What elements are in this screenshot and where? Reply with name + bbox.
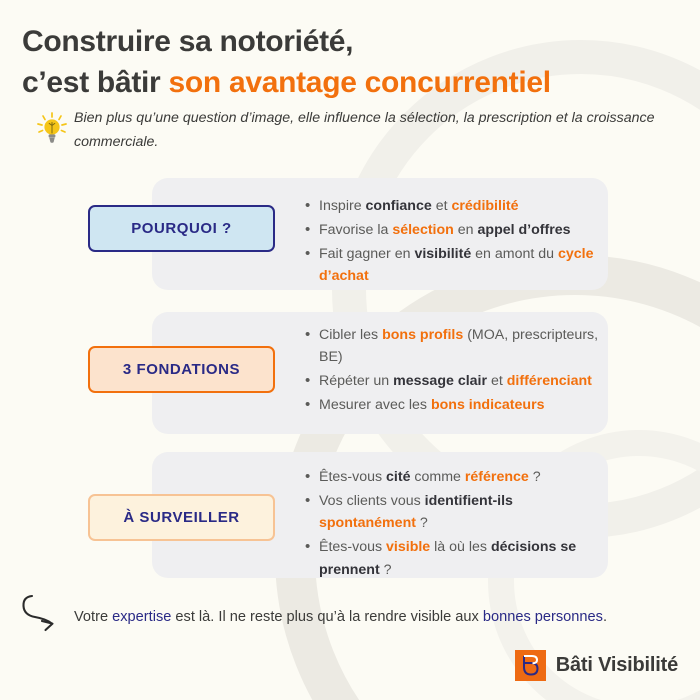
brand-name: Bâti Visibilité [555, 654, 678, 676]
text-run-orange: bons profils [382, 327, 464, 343]
text-run-bold: décisions se prennent [319, 539, 577, 578]
text-run-bold: cité [386, 469, 411, 485]
footer-text [74, 607, 607, 629]
brand-logo [515, 650, 678, 681]
subtitle-text: Bien plus qu’une question d’image, elle influence la sélection, la prescription et la croissance commerciale. [74, 110, 655, 151]
footer-row [18, 592, 688, 643]
text-run-normal: Favorise la [319, 222, 393, 239]
bullet-list [303, 324, 603, 417]
text-run-normal: Êtes-vous [319, 539, 387, 556]
title-plain: c’est bâtir [22, 65, 169, 99]
lightbulb-icon [30, 112, 74, 146]
bullet-item [319, 219, 603, 241]
bullet-item [319, 394, 603, 416]
section-badge-fondations[interactable]: 3 FONDATIONS [88, 346, 275, 393]
text-run-orange: sélection [392, 222, 454, 239]
bullet-item [319, 536, 603, 580]
bullet-item [319, 466, 603, 488]
text-run-normal: là où les [430, 539, 491, 556]
text-run-bold: confiance [365, 198, 432, 214]
bati-visibilite-monogram-icon [515, 650, 546, 681]
page-title [22, 22, 662, 104]
subtitle-row [30, 106, 680, 155]
bullet-item [319, 370, 603, 392]
text-run-normal: (MOA, prescripteurs, BE) [319, 327, 599, 366]
text-run-orange: référence [464, 469, 529, 485]
text-run-bold: identifient-ils [424, 493, 513, 510]
text-run-orange: différenciant [506, 373, 592, 390]
bullet-list [303, 466, 603, 581]
title-accent: son avantage concurrentiel [168, 65, 551, 99]
text-run-navy: expertise [112, 608, 172, 625]
text-run-normal: . [602, 608, 608, 625]
text-run-normal: Votre [74, 608, 113, 625]
text-run-normal: ? [415, 515, 428, 532]
bullet-item [319, 324, 603, 368]
title-line-1: Construire sa notoriété, [22, 25, 354, 58]
section-badge-pourquoi[interactable]: POURQUOI ? [88, 205, 275, 252]
text-run-normal: en amont du [471, 246, 558, 263]
text-run-orange: cycle d’achat [319, 246, 594, 285]
section-bullets-fondations [303, 324, 603, 419]
text-run-navy: bonnes personnes [482, 608, 603, 625]
text-run-orange: visible [386, 539, 431, 556]
bullet-item [319, 490, 603, 534]
text-run-normal: Fait gagner en [319, 246, 415, 263]
text-run-normal: et [431, 198, 452, 214]
text-run-normal: Mesurer avec les [319, 397, 431, 414]
text-run-normal: Cibler les [319, 327, 383, 343]
text-run-normal: Répéter un [319, 373, 394, 390]
text-run-bold: visibilité [414, 246, 472, 263]
text-run-normal: Inspire [319, 198, 366, 214]
text-run-normal: ? [379, 561, 392, 578]
text-run-bold: message clair [393, 373, 488, 390]
text-run-normal: Êtes-vous [319, 469, 387, 485]
text-run-bold: appel d’offres [477, 222, 571, 239]
text-run-normal: comme [410, 469, 465, 485]
text-run-normal: Vos clients vous [319, 493, 425, 510]
section-bullets-surveiller [303, 466, 603, 583]
curved-arrow-icon [18, 592, 74, 643]
text-run-normal: en [453, 222, 478, 239]
text-run-orange: spontanément [319, 515, 416, 532]
bullet-item [319, 243, 603, 287]
text-run-normal: ? [528, 469, 541, 485]
section-badge-surveiller[interactable]: À SURVEILLER [88, 494, 275, 541]
bullet-list [303, 195, 603, 288]
title-line-2 [22, 63, 662, 104]
text-run-normal: est là. Il ne reste plus qu’à la rendre visible aux [171, 608, 483, 625]
text-run-orange: crédibilité [451, 198, 519, 214]
section-bullets-pourquoi [303, 195, 603, 290]
text-run-normal: et [487, 373, 507, 390]
text-run-orange: bons indicateurs [430, 397, 545, 414]
bullet-item [319, 195, 603, 217]
